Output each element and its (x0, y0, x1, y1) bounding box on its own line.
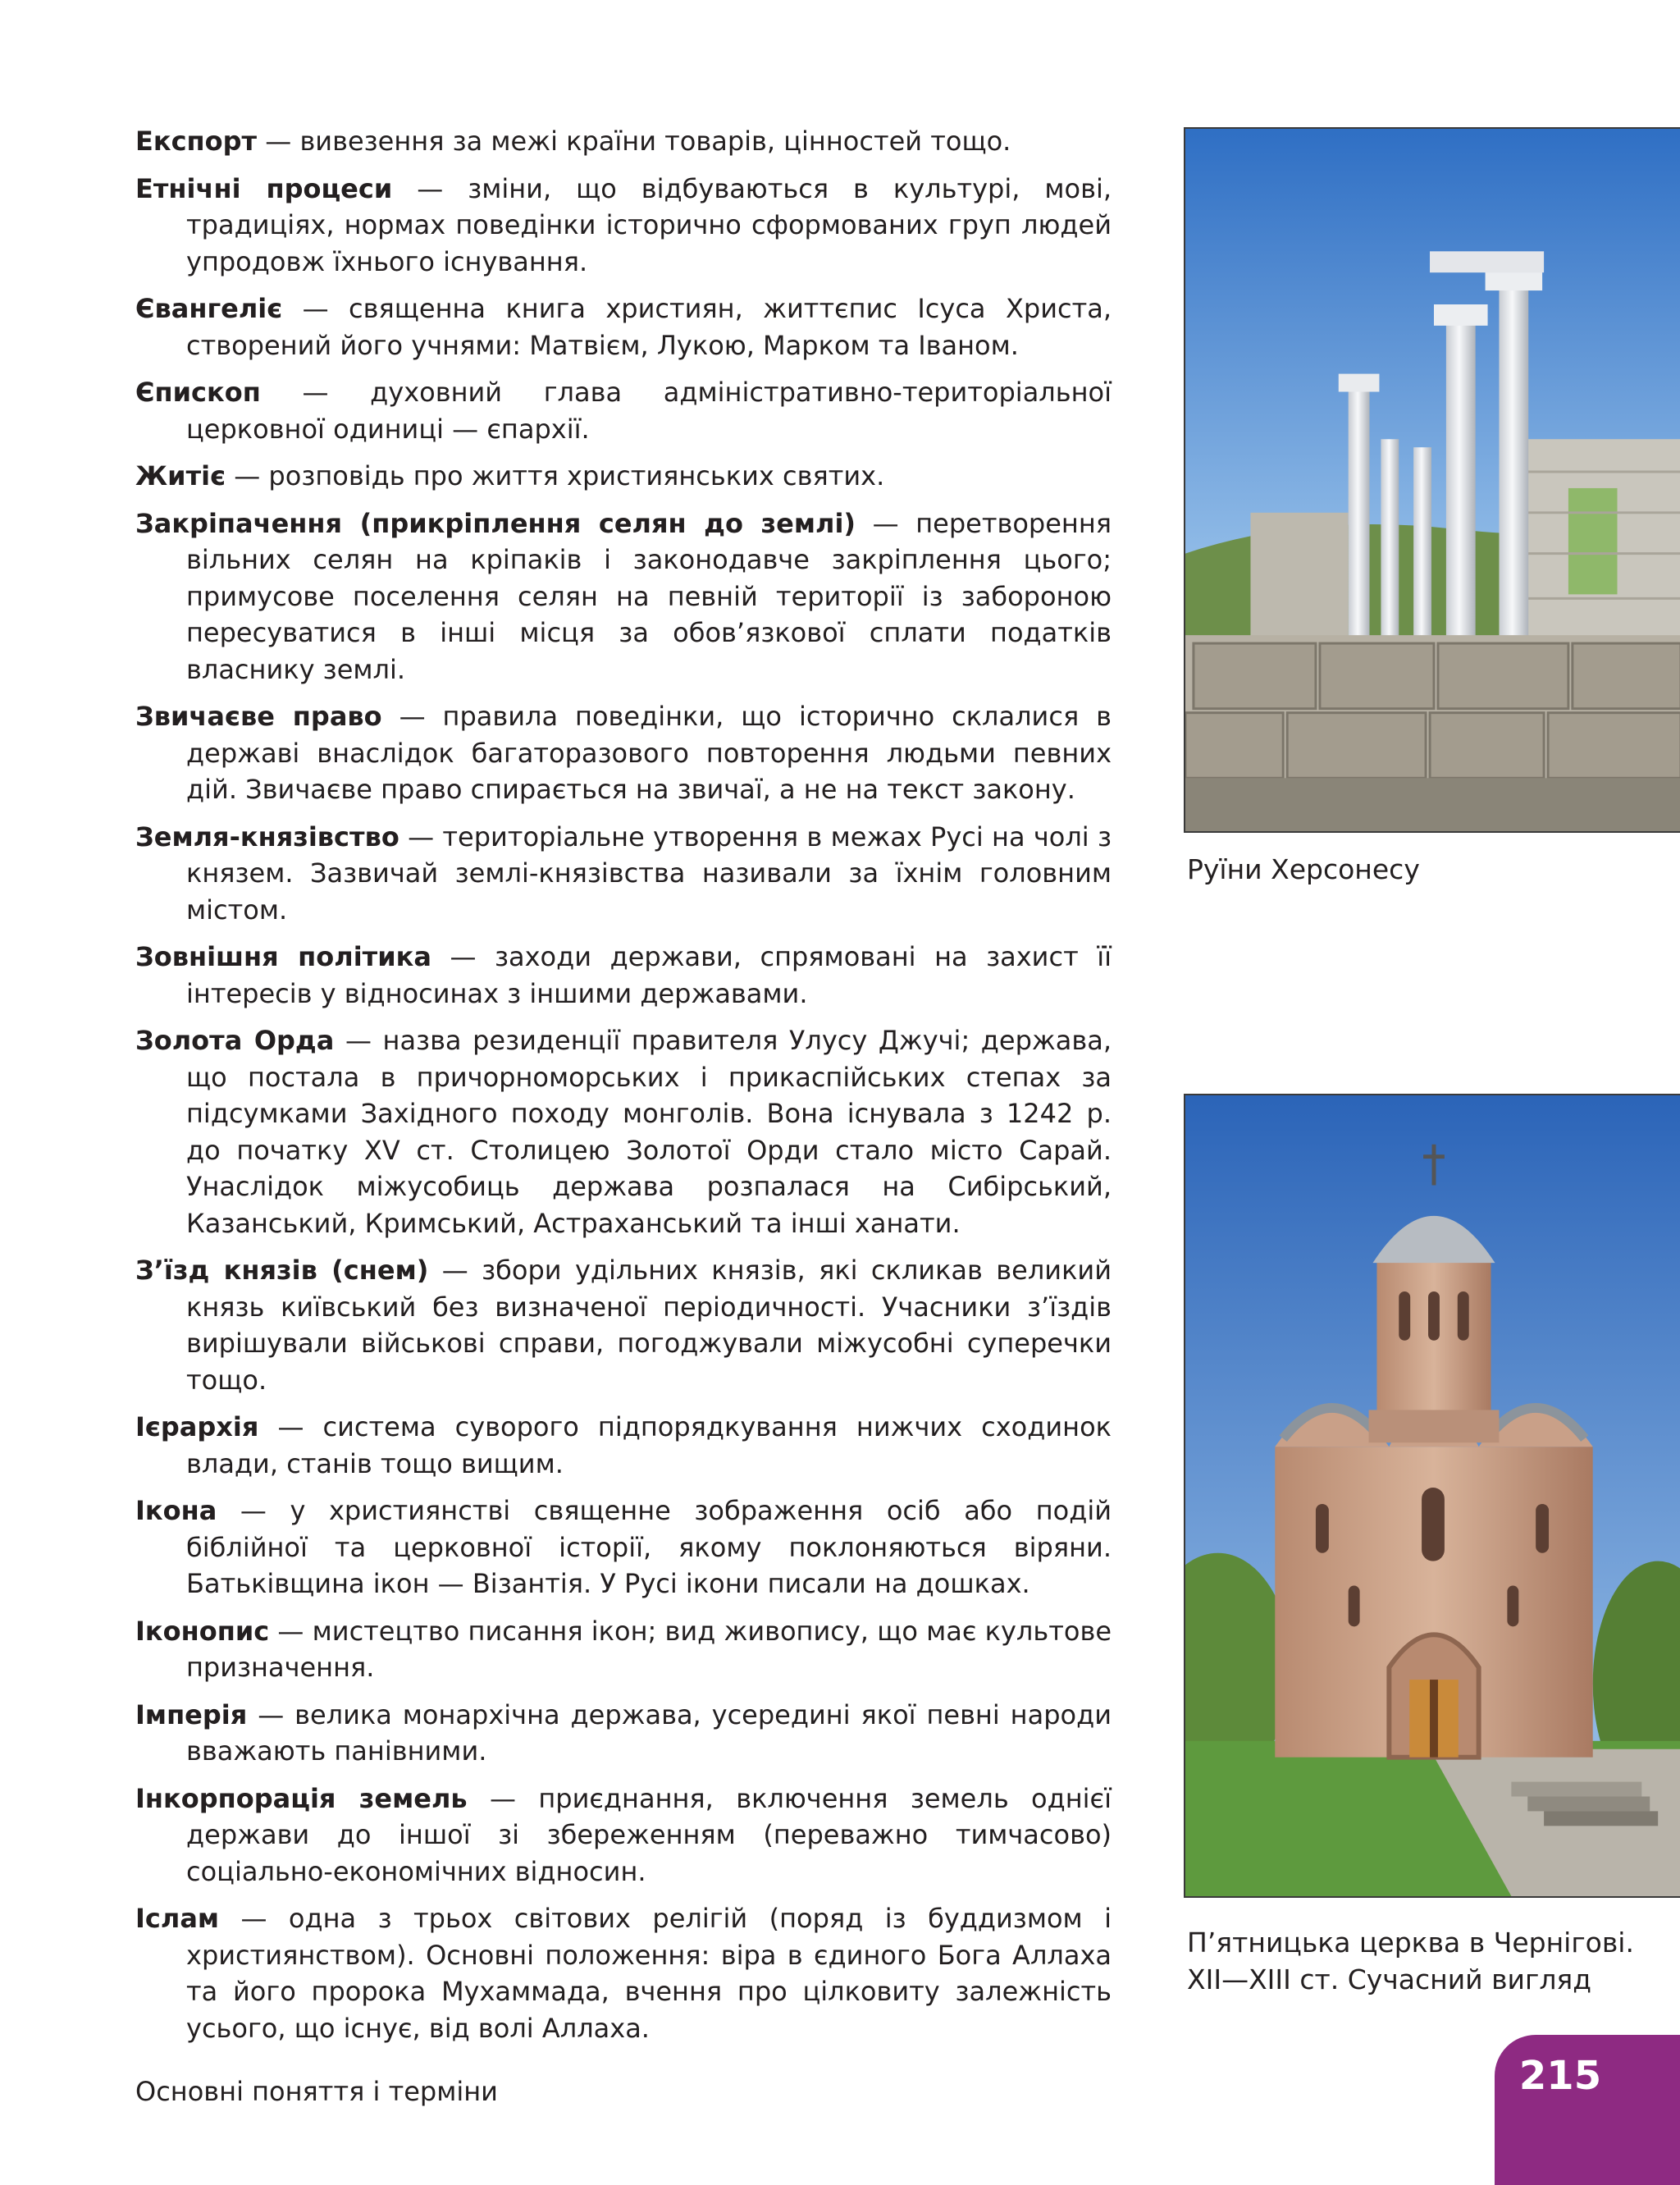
chersonesus-caption: Руїни Херсонесу (1187, 853, 1420, 885)
glossary-term: Експорт (135, 126, 258, 157)
glossary-term: Звичаєве право (135, 701, 382, 732)
glossary-definition: — система суворого підпорядкування нижчих сходинок влади, станів тощо вищим. (186, 1411, 1112, 1479)
glossary-term: Закріпачення (прикріплення селян до землі) (135, 507, 856, 539)
glossary-definition: — одна з трьох світових релігій (поряд із буддизмом і християнством). Основні положення: віра в єдиного Бога Аллаха та його пророка Мухаммада, вчення про цілковиту залежність усього, що існує, від волі Аллаха. (186, 1903, 1112, 2044)
glossary-entry (135, 1780, 1112, 1890)
glossary-entry (135, 1409, 1112, 1482)
glossary-term: Зовнішня політика (135, 941, 431, 972)
chersonesus-ruins-photo (1184, 127, 1680, 833)
glossary-term: З’їзд князів (снем) (135, 1255, 429, 1286)
glossary-term: Золота Орда (135, 1025, 335, 1056)
glossary-definition: — мистецтво писання ікон; вид живопису, що має культове призначення. (186, 1615, 1112, 1683)
glossary-entry (135, 374, 1112, 447)
glossary-entry (135, 1252, 1112, 1398)
chersonesus-ruins-illustration (1185, 129, 1680, 831)
glossary-entry (135, 819, 1112, 929)
glossary-definition: — велика монархічна держава, усередині якої певні народи вважають панівними. (186, 1698, 1112, 1767)
glossary-definition: — назва резиденції правителя Улусу Джучі; держава, що постала в причорноморських і прикаспійських степах за підсумками Західного походу монголів. Вона існувала з 1242 р. до початку XV ст. Столицею Золотої Орди стало місто Сарай. Унаслідок міжусобиць держава розпалася на Сибірський, Казанський, Кримський, Астраханський та інші ханати. (186, 1025, 1112, 1239)
glossary-definition: — заходи держави, спрямовані на захист її інтересів у відносинах з іншими державами. (186, 941, 1112, 1009)
glossary-term: Єпископ (135, 377, 261, 408)
glossary-definition: — територіальне утворення в межах Русі на чолі з князем. Зазвичай землі-князівства називали за їхнім головним містом. (186, 821, 1112, 926)
section-title: Основні поняття і терміни (135, 2076, 498, 2107)
glossary-entry (135, 1492, 1112, 1602)
glossary-term: Земля-князівство (135, 821, 399, 853)
glossary-term: Ієрархія (135, 1411, 259, 1442)
glossary-definition: — правила поведінки, що історично склалися в державі внаслідок багаторазового повторення людьми певних дій. Звичаєве право спирається на звичаї, а не на текст закону. (186, 701, 1112, 805)
page-number-tab (1495, 2035, 1680, 2185)
glossary-term: Євангеліє (135, 293, 283, 324)
glossary-list (135, 123, 1112, 2057)
glossary-definition: — розповідь про життя християнських святих. (226, 460, 885, 491)
glossary-term: Імперія (135, 1698, 248, 1730)
glossary-definition: — збори удільних князів, які скликав великий князь київський без визначеної періодичності. Учасники з’їздів вирішували військові справи, погоджували міжусобні суперечки тощо. (186, 1255, 1112, 1396)
glossary-term: Інкорпорація земель (135, 1782, 468, 1814)
glossary-entry (135, 290, 1112, 363)
glossary-definition: — священна книга християн, життєпис Ісуса Христа, створений його учнями: Матвієм, Лукою, Марком та Іваном. (186, 293, 1112, 361)
pyatnytska-church-photo (1184, 1094, 1680, 1898)
glossary-term: Етнічні процеси (135, 172, 393, 204)
glossary-entry (135, 123, 1112, 160)
glossary-definition: — зміни, що відбуваються в культурі, мові, традиціях, нормах поведінки історично сформованих груп людей упродовж їхнього існування. (186, 172, 1112, 277)
glossary-definition: — у християнстві священне зображення осіб або подій біблійної та церковної історії, якому поклоняються віряни. Батьківщина ікон — Візантія. У Русі ікони писали на дошках. (186, 1495, 1112, 1599)
glossary-entry (135, 458, 1112, 495)
page-number: 215 (1518, 2053, 1602, 2099)
glossary-term: Житіє (135, 460, 226, 491)
pyatnytska-church-illustration (1185, 1095, 1680, 1896)
glossary-definition: — приєднання, включення земель однієї держави до іншої зі збереженням (переважно тимчасово) соціально-економічних відносин. (186, 1782, 1112, 1887)
glossary-definition: — духовний глава адміністративно-територіальної церковної одиниці — єпархії. (186, 377, 1112, 445)
glossary-entry (135, 698, 1112, 808)
glossary-term: Іконопис (135, 1615, 270, 1647)
glossary-entry (135, 171, 1112, 281)
glossary-entry (135, 939, 1112, 1012)
glossary-entry (135, 1697, 1112, 1770)
church-caption-line2: XII—XIII ст. Сучасний вигляд (1187, 1963, 1592, 1995)
glossary-entry (135, 1900, 1112, 2046)
church-caption-line1: П’ятницька церква в Чернігові. (1187, 1927, 1634, 1959)
glossary-definition: — перетворення вільних селян на кріпаків і законодавче закріплення цього; примусове поселення селян на певній території із забороною пересуватися в інші місця за обов’язкової сплати податків власнику землі. (186, 507, 1112, 685)
glossary-entry (135, 1022, 1112, 1241)
glossary-entry (135, 505, 1112, 688)
glossary-entry (135, 1613, 1112, 1686)
glossary-term: Іслам (135, 1903, 220, 1934)
glossary-term: Ікона (135, 1495, 217, 1526)
church-caption (1187, 1924, 1634, 1998)
glossary-definition: — вивезення за межі країни товарів, цінностей тощо. (257, 126, 1011, 157)
